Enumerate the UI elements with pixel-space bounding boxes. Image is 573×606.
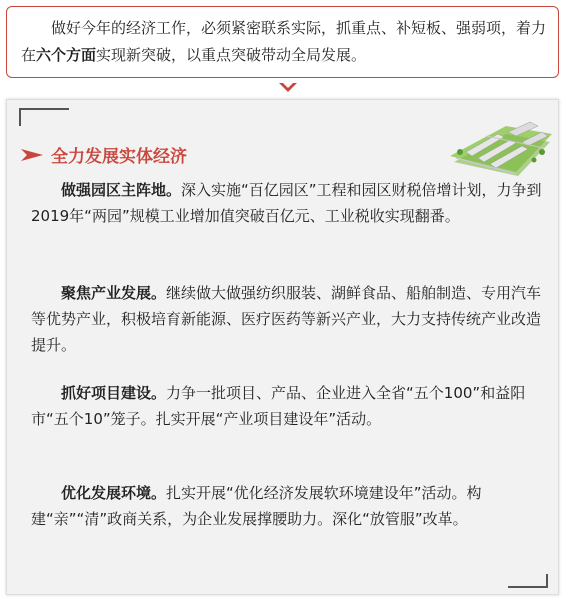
- section-heading: [21, 142, 187, 167]
- intro-text: [21, 15, 548, 69]
- arrow-bullet-icon: [21, 148, 43, 162]
- corner-bracket-top-left: [19, 108, 69, 110]
- paragraph-environment: [31, 480, 548, 532]
- intro-text-before: 做好今年的经济工作，必须紧密联系实际，抓重点、补短板、强弱项，着力在: [21, 19, 547, 64]
- section-heading-text: 全力发展实体经济: [51, 147, 187, 167]
- paragraph-lead: 聚焦产业发展。: [61, 284, 167, 302]
- paragraph-body: 力争一批项目、产品、企业进入全省“五个100”和益阳市“五个10”笼子。扎实开展“产业项目建设年”活动。: [31, 384, 526, 428]
- intro-text-after: 实现新突破，以重点突破带动全局发展。: [96, 46, 367, 64]
- industrial-park-illustration: [446, 112, 554, 180]
- paragraph-body: 扎实开展“优化经济发展软环境建设年”活动。构建“亲”“清”政商关系，为企业发展撑腰助力。深化“放管服”改革。: [31, 484, 482, 528]
- corner-bracket-top-left-vertical: [19, 108, 21, 126]
- paragraph-body: 深入实施“百亿园区”工程和园区财税倍增计划，力争到2019年“两园”规模工业增加值突破百亿元、工业税收实现翻番。: [31, 181, 542, 225]
- paragraph-lead: 做强园区主阵地。: [61, 181, 182, 199]
- paragraph-lead: 优化发展环境。: [61, 484, 167, 502]
- paragraph-projects: [31, 380, 548, 432]
- intro-callout: [6, 6, 559, 78]
- paragraph-industry: [31, 280, 548, 358]
- paragraph-park: [31, 177, 548, 229]
- intro-emphasis: 六个方面: [36, 46, 97, 64]
- content-panel: [6, 99, 559, 595]
- paragraph-body: 继续做大做强纺织服装、湖鲜食品、船舶制造、专用汽车等优势产业，积极培育新能源、医疗医药等新兴产业，大力支持传统产业改造提升。: [31, 284, 542, 354]
- callout-pointer: [279, 83, 297, 92]
- corner-bracket-bottom-right: [508, 586, 548, 588]
- corner-bracket-bottom-right-vertical: [546, 574, 548, 588]
- paragraph-lead: 抓好项目建设。: [61, 384, 167, 402]
